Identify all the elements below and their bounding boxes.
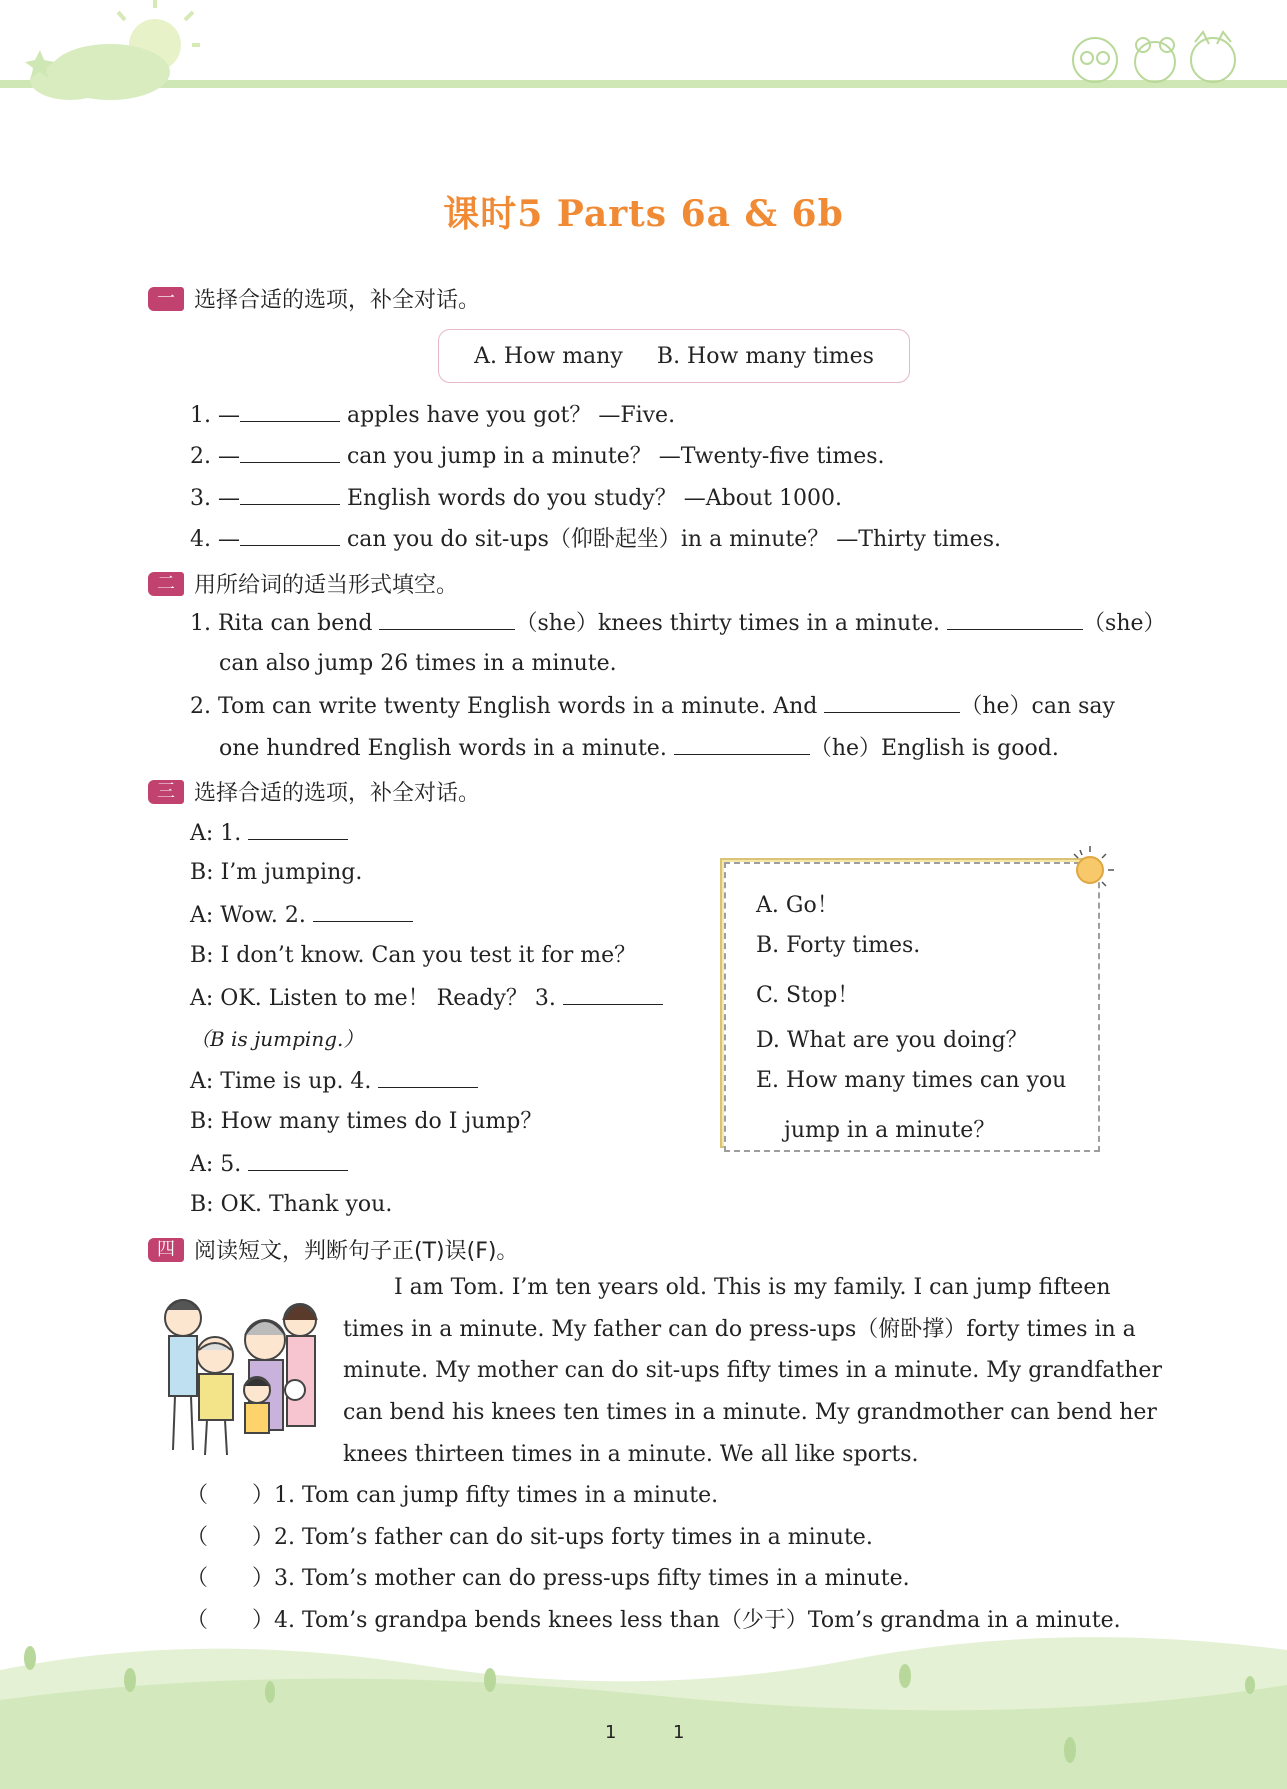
dialogue-line xyxy=(190,899,413,931)
paren-open: （ xyxy=(186,1566,209,1591)
s1-item-num: 2. — xyxy=(190,444,240,469)
answer-blank[interactable] xyxy=(674,732,810,755)
answer-blank[interactable] xyxy=(248,1148,348,1171)
choice-c: C. Stop！ xyxy=(756,983,860,1008)
paren-open: （ xyxy=(186,1483,209,1508)
answer-blank[interactable] xyxy=(240,440,340,463)
dialogue-text: A: Time is up. 4. xyxy=(190,1069,379,1094)
answer-blank[interactable] xyxy=(947,607,1083,630)
section1-heading xyxy=(148,283,480,314)
answer-blank[interactable] xyxy=(563,982,663,1005)
statement-text: ）1. Tom can jump fifty times in a minute. xyxy=(252,1483,719,1508)
passage-line-2: times in a minute. My father can do press-ups（俯卧撑）forty times in a xyxy=(343,1317,1136,1342)
choice-b: B. Forty times. xyxy=(756,933,921,958)
dialogue-line xyxy=(190,982,663,1014)
s1-item-num: 1. — xyxy=(190,403,240,428)
answer-blank[interactable] xyxy=(240,523,340,546)
s1-item-2 xyxy=(190,440,885,472)
answer-blank[interactable] xyxy=(248,817,348,840)
section2-title: 用所给词的适当形式填空。 xyxy=(194,573,459,598)
tf-statement-3 xyxy=(186,1564,910,1594)
answer-blank[interactable] xyxy=(378,1065,478,1088)
dialogue-text: B: How many times do I jump？ xyxy=(190,1109,543,1134)
statement-text: ）4. Tom’s grandpa bends knees less than（少于）Tom’s grandma in a minute. xyxy=(252,1608,1121,1633)
family-illustration xyxy=(155,1290,335,1465)
choice-e-cont: jump in a minute？ xyxy=(784,1118,996,1143)
dialogue-line xyxy=(190,1024,363,1054)
s2-item-1-line2: can also jump 26 times in a minute. xyxy=(219,651,617,676)
section4-heading xyxy=(148,1234,518,1265)
s1-item-4 xyxy=(190,523,1001,555)
s1-item-3 xyxy=(190,482,842,514)
choice-e: E. How many times can you xyxy=(756,1068,1067,1093)
dialogue-line xyxy=(190,1065,478,1097)
s2-text: one hundred English words in a minute. xyxy=(219,736,674,761)
s2-text: （he）can say xyxy=(960,694,1115,719)
answer-blank[interactable] xyxy=(824,690,960,713)
choice-box xyxy=(724,862,1100,1152)
section1-title: 选择合适的选项，补全对话。 xyxy=(194,288,481,313)
answer-blank[interactable] xyxy=(240,399,340,422)
s1-item-text: can you jump in a minute？ —Twenty-five times. xyxy=(339,444,885,469)
animal-faces-decoration xyxy=(1055,20,1255,90)
paren-open: （ xyxy=(186,1525,209,1550)
choice-a: A. Go！ xyxy=(756,893,839,918)
s2-item-2-line2 xyxy=(219,732,1059,764)
dialogue-line xyxy=(190,1190,392,1220)
section1-options-box xyxy=(438,329,910,383)
dialogue-line xyxy=(190,858,362,888)
dialogue-line xyxy=(190,941,636,971)
s2-text: （he）English is good. xyxy=(809,736,1059,761)
passage-line-1: I am Tom. I’m ten years old. This is my family. I can jump fifteen xyxy=(394,1275,1111,1300)
s2-text: （she） xyxy=(1083,611,1166,636)
s1-item-text: apples have you got？ —Five. xyxy=(339,403,676,428)
s1-item-text: can you do sit-ups（仰卧起坐）in a minute？ —Thirty times. xyxy=(339,527,1001,552)
statement-text: ）3. Tom’s mother can do press-ups fifty times in a minute. xyxy=(252,1566,910,1591)
dialogue-text: A: OK. Listen to me！ Ready？ 3. xyxy=(190,986,563,1011)
option-b: B. How many times xyxy=(656,343,874,369)
s2-text: 2. Tom can write twenty English words in a minute. And xyxy=(190,694,825,719)
section4-badge: 四 xyxy=(148,1238,184,1262)
dialogue-text: B: I’m jumping. xyxy=(190,860,363,885)
answer-blank[interactable] xyxy=(313,899,413,922)
section3-title: 选择合适的选项，补全对话。 xyxy=(194,781,481,806)
answer-blank[interactable] xyxy=(379,607,515,630)
section4-title: 阅读短文，判断句子正(T)误(F)。 xyxy=(194,1239,519,1264)
passage-line-3: minute. My mother can do sit-ups fifty times in a minute. My grandfather xyxy=(343,1358,1162,1383)
dialogue-text: B: I don’t know. Can you test it for me？ xyxy=(190,943,637,968)
lesson-title: 课时5 Parts 6a & 6b xyxy=(443,193,844,235)
s2-text: 1. Rita can bend xyxy=(190,611,380,636)
dialogue-text: A: 5. xyxy=(190,1152,249,1177)
passage-line-5: knees thirteen times in a minute. We all like sports. xyxy=(343,1442,919,1467)
s2-item-1-line1 xyxy=(190,607,1166,639)
section3-badge: 三 xyxy=(148,780,184,804)
section3-heading xyxy=(148,776,480,807)
dialogue-text: A: Wow. 2. xyxy=(190,903,313,928)
section1-badge: 一 xyxy=(148,287,184,311)
dialogue-line xyxy=(190,1148,348,1180)
page-number-left: 1 xyxy=(605,1722,617,1743)
statement-text: ）2. Tom’s father can do sit-ups forty times in a minute. xyxy=(252,1525,873,1550)
s1-item-num: 4. — xyxy=(190,527,240,552)
paren-open: （ xyxy=(186,1608,209,1633)
dialogue-line xyxy=(190,817,348,849)
s2-item-2-line1 xyxy=(190,690,1115,722)
s1-item-text: English words do you study？ —About 1000. xyxy=(339,486,842,511)
tf-statement-1 xyxy=(186,1481,718,1511)
section2-badge: 二 xyxy=(148,572,184,596)
dialogue-line xyxy=(190,1107,542,1137)
s1-item-num: 3. — xyxy=(190,486,240,511)
dialogue-text: B: OK. Thank you. xyxy=(190,1192,393,1217)
section2-heading xyxy=(148,568,458,599)
answer-blank[interactable] xyxy=(240,482,340,505)
passage-line-4: can bend his knees ten times in a minute. My grandmother can bend her xyxy=(343,1400,1157,1425)
dialogue-text: A: 1. xyxy=(190,821,249,846)
footer-hills-decoration xyxy=(0,1630,1287,1789)
s1-item-1 xyxy=(190,399,675,431)
s2-text: （she）knees thirty times in a minute. xyxy=(515,611,948,636)
sun-cloud-decoration xyxy=(0,0,220,110)
option-a: A. How many xyxy=(474,343,623,369)
dialogue-text: （B is jumping.） xyxy=(190,1027,364,1051)
tf-statement-2 xyxy=(186,1523,873,1553)
sun-icon xyxy=(1060,840,1120,900)
page-number-right: 1 xyxy=(673,1722,685,1743)
choice-d: D. What are you doing？ xyxy=(756,1028,1028,1053)
